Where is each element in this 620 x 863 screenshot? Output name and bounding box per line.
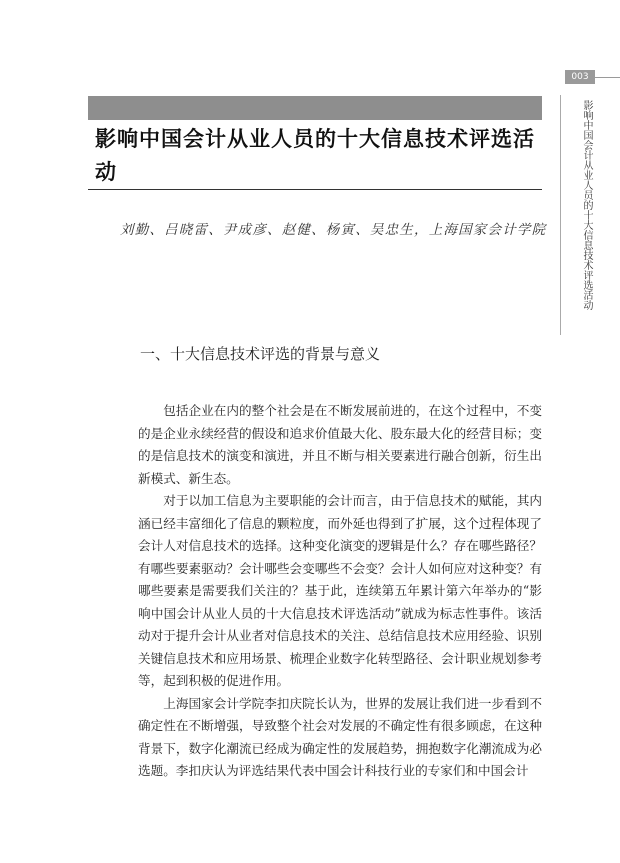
title-rule — [88, 189, 542, 190]
title-bar — [88, 96, 542, 120]
body-paragraph: 上海国家会计学院李扣庆院长认为，世界的发展让我们进一步看到不确定性在不断增强，导致整个社会对发展的不确定性有很多顾虑，在这种背景下，数字化潮流已经成为确定性的发展趋势，拥抱数字化潮流成为必选题。李扣庆认为评选结果代表中国会计科技行业的专家们和中国会计 — [138, 695, 542, 778]
body-paragraph: 对于以加工信息为主要职能的会计而言，由于信息技术的赋能，其内涵已经丰富细化了信息的颗粒度，而外延也得到了扩展，这个过程体现了会计人对信息技术的选择。这种变化演变的逻辑是什么？存在哪些路径？有哪些要素驱动？会计哪些会变哪些不会变？会计人如何应对这种变？有哪些要素是需要我们关注的？基于此，连续第五年累计第六年举办的“影响中国会计从业人员的十大信息技术评选活动”就成为标志性事件。该活动对于提升会计从业者对信息技术的关注、总结信息技术应用经验、识别关键信息技术和应用场景、梳理企业数字化转型路径、会计职业规划参考等，起到积极的促进作用。 — [138, 493, 542, 688]
running-head-rule — [560, 95, 561, 335]
section-heading: 一、十大信息技术评选的背景与意义 — [140, 345, 381, 363]
running-head: 影响中国会计从业人员的十大信息技术评选活动 — [581, 100, 592, 310]
page-number-rule — [595, 77, 620, 78]
article-authors: 刘勤、吕晓雷、尹成彦、赵健、杨寅、吴忠生，上海国家会计学院 — [120, 222, 547, 238]
article-body — [138, 400, 542, 783]
body-paragraph: 包括企业在内的整个社会是在不断发展前进的，在这个过程中，不变的是企业永续经营的假设和追求价值最大化、股东最大化的经营目标；变的是信息技术的演变和演进，并且不断与相关要素进行融合创新，衍生出新模式、新生态。 — [138, 403, 542, 486]
article-title: 影响中国会计从业人员的十大信息技术评选活动 — [95, 126, 535, 184]
page-number: 003 — [565, 70, 595, 84]
